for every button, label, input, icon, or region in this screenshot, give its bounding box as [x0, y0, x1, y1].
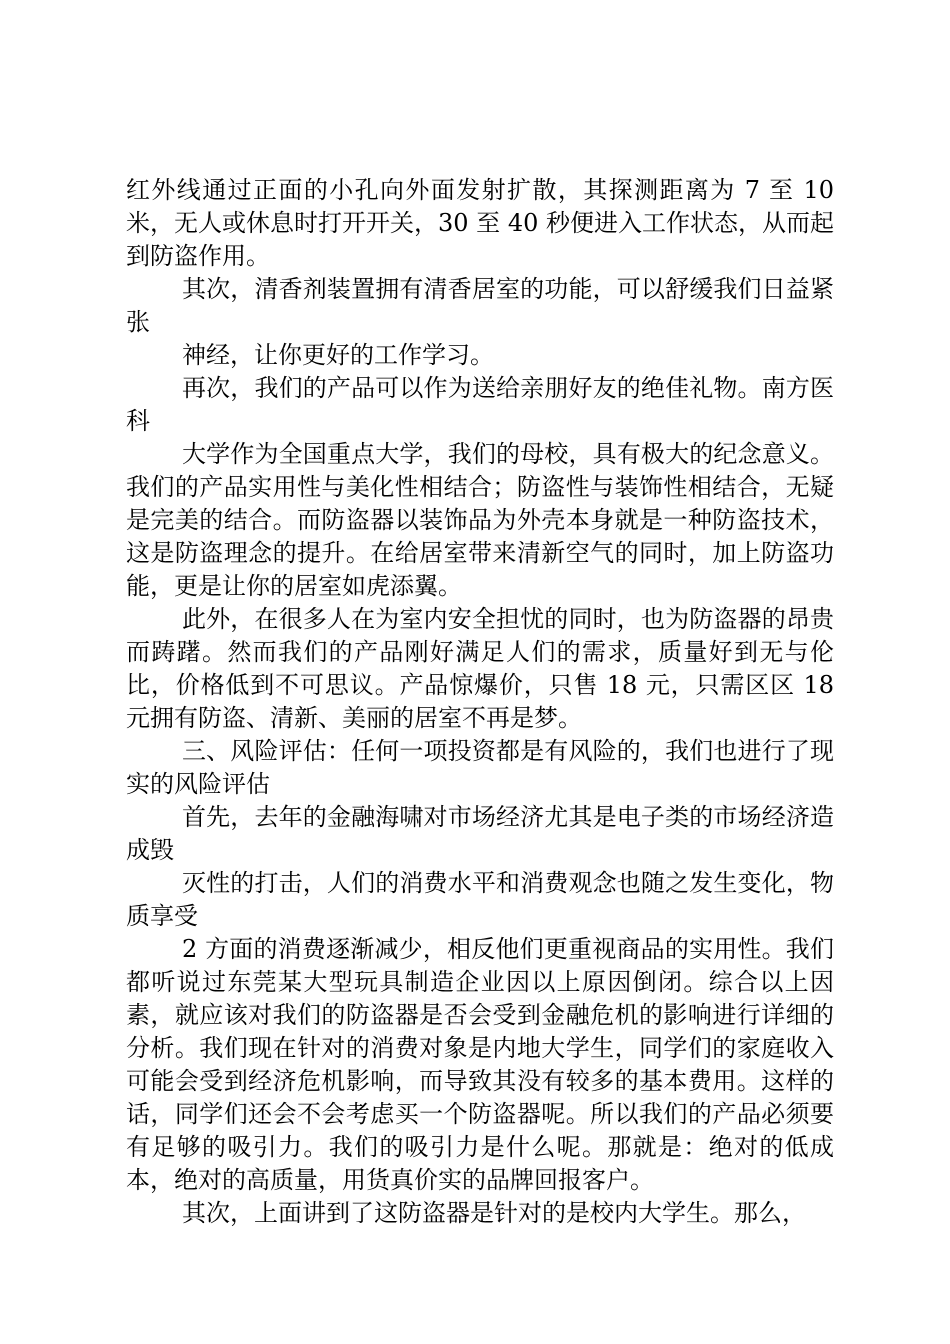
section-heading-risk-assessment: 三、风险评估：任何一项投资都是有风险的，我们也进行了现实的风险评估	[126, 737, 834, 798]
document-body	[126, 174, 834, 1230]
paragraph-6: 此外，在很多人在为室内安全担忧的同时，也为防盗器的昂贵而踌躇。然而我们的产品刚好满足人们的需求，质量好到无与伦比，价格低到不可思议。产品惊爆价，只售 18 元，只需区区 18 元拥有防盗、清新、美丽的居室不再是梦。	[126, 605, 834, 732]
paragraph-5: 大学作为全国重点大学，我们的母校，具有极大的纪念意义。我们的产品实用性与美化性相结合；防盗性与装饰性相结合，无疑是完美的结合。而防盗器以装饰品为外壳本身就是一种防盗技术，这是防盗理念的提升。在给居室带来清新空气的同时，加上防盗功能，更是让你的居室如虎添翼。	[126, 440, 834, 600]
paragraph-2: 其次，清香剂装置拥有清香居室的功能，可以舒缓我们日益紧张	[126, 275, 834, 336]
paragraph-4: 再次，我们的产品可以作为送给亲朋好友的绝佳礼物。南方医科	[126, 374, 834, 435]
paragraph-9: 灭性的打击，人们的消费水平和消费观念也随之发生变化，物质享受	[126, 869, 834, 930]
paragraph-10: 2 方面的消费逐渐减少，相反他们更重视商品的实用性。我们都听说过东莞某大型玩具制造企业因以上原因倒闭。综合以上因素，就应该对我们的防盗器是否会受到金融危机的影响进行详细的分析。我们现在针对的消费对象是内地大学生，同学们的家庭收入可能会受到经济危机影响，而导致其没有较多的基本费用。这样的话，同学们还会不会考虑买一个防盗器呢。所以我们的产品必须要有足够的吸引力。我们的吸引力是什么呢。那就是：绝对的低成本，绝对的高质量，用货真价实的品牌回报客户。	[126, 935, 834, 1194]
paragraph-1: 红外线通过正面的小孔向外面发射扩散，其探测距离为 7 至 10 米，无人或休息时打开开关，30 至 40 秒便进入工作状态，从而起到防盗作用。	[126, 176, 834, 270]
paragraph-11: 其次，上面讲到了这防盗器是针对的是校内大学生。那么，	[182, 1199, 806, 1227]
paragraph-8: 首先，去年的金融海啸对市场经济尤其是电子类的市场经济造成毁	[126, 803, 834, 864]
paragraph-3: 神经，让你更好的工作学习。	[182, 341, 494, 369]
